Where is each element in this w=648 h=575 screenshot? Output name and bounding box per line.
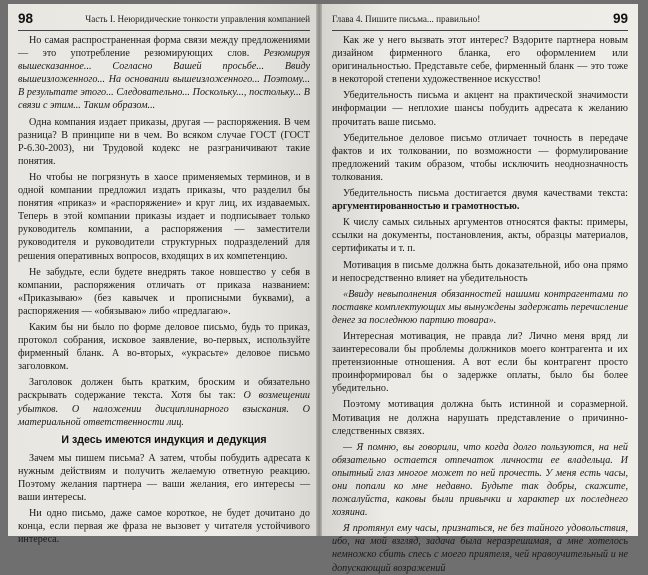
- quote-paragraph: Я протянул ему часы, признаться, не без тайного удовольствия, ибо, на мой взгляд, задача была неразрешимая, а мне хотелось немножко сбить спесь с моего приятеля, чей нравоучительный и не допускающий возражений: [332, 523, 628, 574]
- paragraph: Одна компания издает приказы, другая — распоряжения. В чем разница? В принципе ни в чем. Во всяком случае ГОСТ (ГОСТ Р-6.30-2003), ни Трудовой кодекс не разграничивают такие понятия.: [18, 116, 310, 167]
- left-page-body: [18, 34, 310, 546]
- page-number: 99: [612, 11, 628, 26]
- paragraph: Зачем мы пишем письма? А затем, чтобы побудить адресата к нужным действиям и получить желаемую ответную реакцию. Поэтому желания партнера — ваши желания, его интересы — ваши интересы.: [18, 452, 310, 504]
- right-page: [322, 4, 638, 574]
- paragraph: Как же у него вызвать этот интерес? Вздорите партнера новым дизайном фирменного бланка, его оформлением или оригинальностью. Представьте себе, фирменный бланк — это тоже в некоторой степени художественное искусство!: [332, 35, 628, 86]
- running-head: Часть I. Неюридические тонкости управления компанией: [85, 14, 310, 24]
- left-page-header: [18, 10, 310, 31]
- running-head: Глава 4. Пишите письма... правильно!: [332, 14, 481, 24]
- quote-paragraph: «Ввиду невыполнения обязанностей нашими контрагентами по поставке комплектующих мы вынуждены задержать перечисление денег за последнюю партию товара».: [332, 288, 628, 326]
- paragraph: Каким бы ни было по форме деловое письмо, будь то приказ, протокол собрания, исковое заявление, во-первых, используйте фирменный бланк. А во-вторых, «украсьте» деловое письмо заголовком.: [18, 321, 310, 373]
- right-page-body: [332, 34, 628, 575]
- paragraph: Убедительность письма и акцент на практической значимости информации — неплохие шансы побудить адресата к желанию прочитать ваше письмо.: [332, 90, 628, 128]
- paragraph: Заголовок должен быть кратким, броским и обязательно раскрывать содержание текста. Хотя бы так: О возмещении убытков. О наложении дисциплинарного взыскания. О материальной ответственности лиц.: [18, 377, 310, 428]
- paragraph: Ни одно письмо, даже самое короткое, не будет дочитано до конца, если первая же фраза не вызовет у читателя устойчивого интереса.: [18, 508, 310, 546]
- page-number: 98: [18, 11, 34, 26]
- paragraph: Мотивация в письме должна быть доказательной, ибо она прямо и непосредственно влияет на убедительность: [332, 259, 628, 284]
- paragraph: Поэтому мотивация должна быть истинной и соразмерной. Мотивация не должна нарушать представление о причинно-следственных связях.: [332, 399, 628, 437]
- paragraph: Убедительность письма достигается двумя качествами текста: аргументированностью и грамотностью.: [332, 188, 628, 213]
- paragraph: Интересная мотивация, не правда ли? Лично меня вряд ли заинтересовали бы проблемы должников моего контрагента и их претензионные отношения. А вот если бы контрагент просто проинформировал бы о задержке оплаты, было бы более убедительно.: [332, 330, 628, 395]
- paragraph: Но чтобы не погрязнуть в хаосе применяемых терминов, и в одной компании предложил издать приказы, что разделил бы понятия «приказ» и «распоряжение» и круг лиц, их издаваемых. Теперь в этой компании приказы издает и подписывает только руководитель компании, а распоряжения — заместители руководителя и руководители структурных подразделений для решения оперативных вопросов, входящих в их компетенцию.: [18, 171, 310, 262]
- paragraph: К числу самых сильных аргументов относятся факты: примеры, ссылки на документы, постановления, акты, образцы материалов, сертификаты и т. п.: [332, 217, 628, 255]
- right-page-header: [332, 10, 628, 31]
- paragraph: Но самая распространенная форма связи между предложениями — это употребление резюмирующих слов. Резюмируя вышесказанное... Согласно Вашей просьбе... Ввиду вышеизложенного... На основании вышеизложенного... Поэтому... В результате этого... Следовательно... Поскольку..., постольку... В связи с этим... Таким образом...: [18, 35, 310, 112]
- section-heading: И здесь имеются индукция и дедукция: [61, 433, 267, 446]
- quote-paragraph: — Я помню, вы говорили, что когда долго пользуются, на ней обязательно остается отпечаток личности ее владельца. И опытный глаз многое может по ней прочесть. У меня есть часы, они попали ко мне недавно. Будьте так добры, скажите, пожалуйста, каковы были привычки и характер их последнего хозяина.: [332, 441, 628, 519]
- paragraph: Убедительное деловое письмо отличает точность в передаче фактов и их толковании, по возможности — формулирование предложений таким образом, чтобы исключить неоднозначность толкования.: [332, 132, 628, 183]
- left-page: [8, 4, 316, 546]
- paragraph: Не забудьте, если будете внедрять такое новшество у себя в компании, распоряжения отличать от приказа названием: «Приказываю» (без кавычек и прописными буквами), а распоряжения — «обязываю» либо «предлагаю».: [18, 266, 310, 317]
